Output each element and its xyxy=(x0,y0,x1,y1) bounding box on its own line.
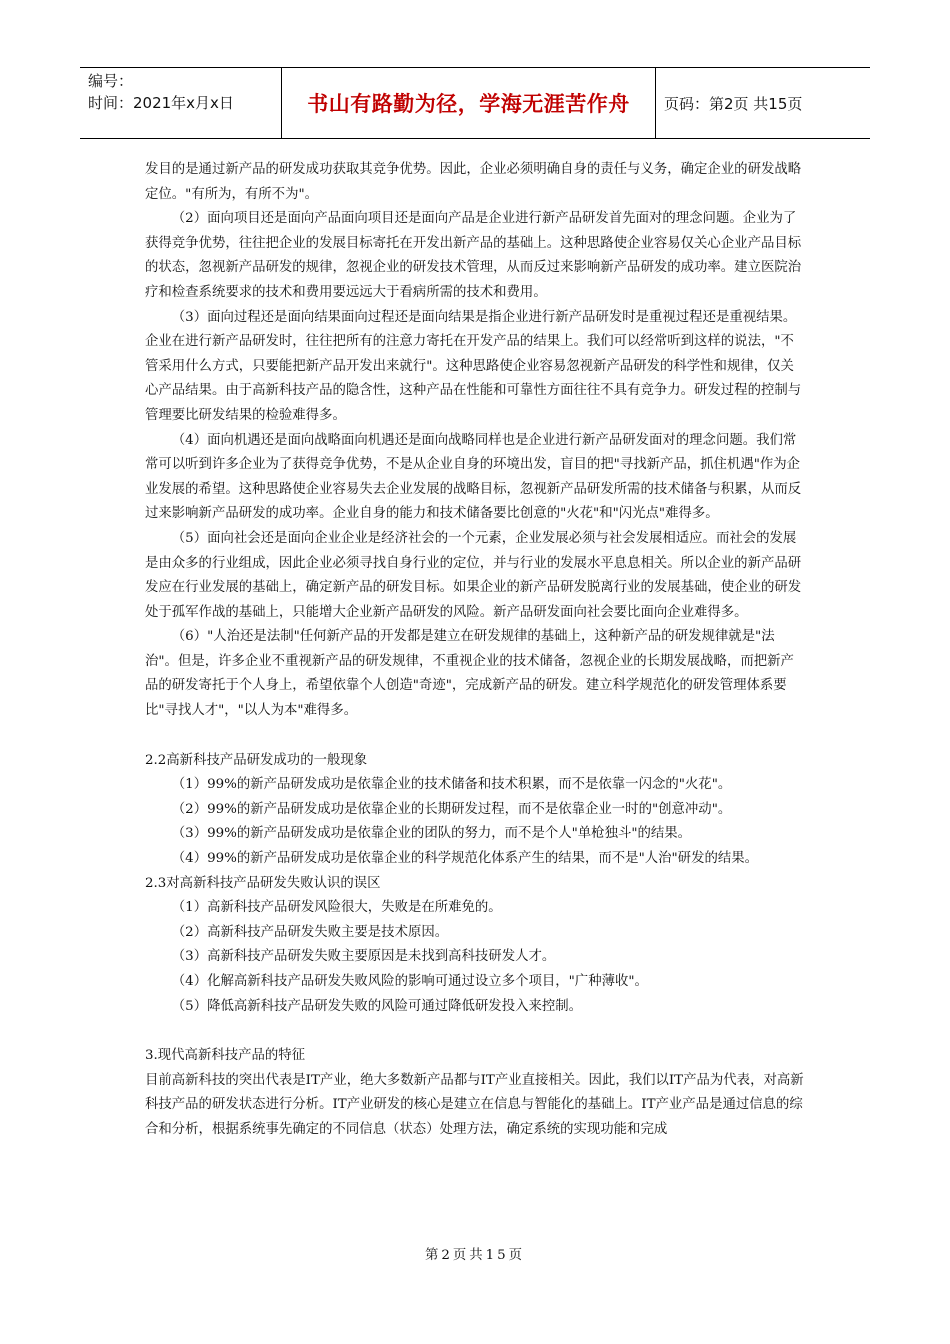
document-body xyxy=(145,158,805,1143)
paragraph: 目前高新科技的突出代表是IT产业，绝大多数新产品都与IT产业直接相关。因此，我们以IT产品为代表，对高新科技产品的研发状态进行分析。IT产业研发的核心是建立在信息与智能化的基础上。IT产业产品是通过信息的综合和分析，根据系统事先确定的不同信息（状态）处理方法，确定系统的实现功能和完成 xyxy=(145,1072,804,1137)
paragraph: （6）"人治还是法制"任何新产品的开发都是建立在研发规律的基础上，这种新产品的研发规律就是"法治"。但是，许多企业不重视新产品的研发规律，不重视企业的技术储备，忽视企业的长期发展战略，而把新产品的研发寄托于个人身上，希望依靠个人创造"奇迹"，完成新产品的研发。建立科学规范化的研发管理体系要比"寻找人才"，"以人为本"难得多。 xyxy=(145,629,794,719)
section-heading: 3.现代高新科技产品的特征 xyxy=(145,1048,306,1064)
list-item: （3）99%的新产品研发成功是依靠企业的团队的努力，而不是个人"单枪独斗"的结果。 xyxy=(171,826,692,842)
list-item: （1）高新科技产品研发风险很大，失败是在所难免的。 xyxy=(171,900,502,916)
page-footer: 第2页共15页 xyxy=(424,1248,526,1263)
list-item: （5）降低高新科技产品研发失败的风险可通过降低研发投入来控制。 xyxy=(171,998,583,1014)
header-motto: 书山有路勤为径，学海无涯苦作舟 xyxy=(281,68,656,138)
header-meta xyxy=(80,68,281,138)
paragraph: （2）面向项目还是面向产品面向项目还是面向产品是企业进行新产品研发首先面对的理念问题。企业为了获得竞争优势，往往把企业的发展目标寄托在开发出新产品的基础上。这种思路使企业容易仅关心企业产品目标的状态，忽视新产品研发的规律，忽视企业的研发技术管理，从而反过来影响新产品研发的成功率。建立医院治疗和检查系统要求的技术和费用要远远大于看病所需的技术和费用。 xyxy=(145,211,802,300)
paragraph: （5）面向社会还是面向企业企业是经济社会的一个元素，企业发展必须与社会发展相适应。而社会的发展是由众多的行业组成，因此企业必须寻找自身行业的定位，并与行业的发展水平息息相关。所以企业的新产品研发应在行业发展的基础上，确定新产品的研发目标。如果企业的新产品研发脱离行业的发展基础，使企业的研发处于孤军作战的基础上，只能增大企业新产品研发的风险。新产品研发面向社会要比面向企业难得多。 xyxy=(145,530,802,620)
list-item: （3）高新科技产品研发失败主要原因是未找到高科技研发人才。 xyxy=(171,949,556,965)
document-number-label: 编号： xyxy=(88,72,134,90)
list-item: （4）化解高新科技产品研发失败风险的影响可通过设立多个项目，"广种薄收"。 xyxy=(171,974,648,989)
section-heading: 2.3对高新科技产品研发失败认识的误区 xyxy=(145,875,381,891)
list-item: （1）99%的新产品研发成功是依靠企业的技术储备和技术积累，而不是依靠一闪念的"火花"。 xyxy=(171,777,732,793)
spacer xyxy=(145,724,805,749)
section-heading: 2.2高新科技产品研发成功的一般现象 xyxy=(145,752,368,768)
spacer xyxy=(145,1019,805,1044)
document-time-label: 时间：2021年x月x日 xyxy=(88,94,234,112)
paragraph: （4）面向机遇还是面向战略面向机遇还是面向战略同样也是企业进行新产品研发面对的理念问题。我们常常可以听到许多企业为了获得竞争优势，不是从企业自身的环境出发，盲目的把"寻找新产品，抓住机遇"作为企业发展的希望。这种思路使企业容易失去企业发展的战略目标，忽视新产品研发所需的技术储备与积累，从而反过来影响新产品研发的成功率。企业自身的能力和技术储备要比创意的"火花"和"闪光点"难得多。 xyxy=(145,432,802,522)
paragraph: （3）面向过程还是面向结果面向过程还是面向结果是指企业进行新产品研发时是重视过程还是重视结果。企业在进行新产品研发时，往往把所有的注意力寄托在开发产品的结果上。我们可以经常听到这样的说法，"不管采用什么方式，只要能把新产品开发出来就行"。这种思路使企业容易忽视新产品研发的科学性和规律，仅关心产品结果。由于高新科技产品的隐含性，这种产品在性能和可靠性方面往往不具有竞争力。研发过程的控制与管理要比研发结果的检验难得多。 xyxy=(145,309,802,423)
page-header xyxy=(80,67,870,139)
list-item: （2）高新科技产品研发失败主要是技术原因。 xyxy=(171,924,449,940)
list-item: （4）99%的新产品研发成功是依靠企业的科学规范化体系产生的结果，而不是"人治"研发的结果。 xyxy=(171,851,759,867)
paragraph: 发目的是通过新产品的研发成功获取其竞争优势。因此，企业必须明确自身的责任与义务，确定企业的研发战略定位。"有所为，有所不为"。 xyxy=(145,162,802,202)
header-page-label: 页码：第2页 共15页 xyxy=(664,94,803,113)
list-item: （2）99%的新产品研发成功是依靠企业的长期研发过程，而不是依靠企业一时的"创意冲动"。 xyxy=(171,801,732,817)
